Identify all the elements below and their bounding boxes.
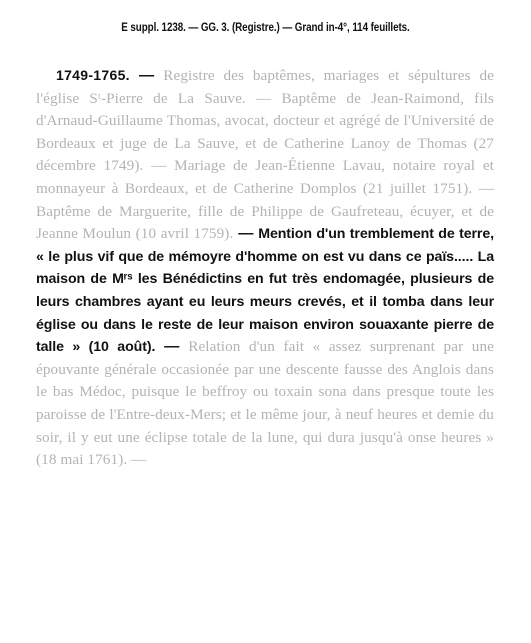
faded-intro-text: Registre des baptêmes, mariages et sépultures de l'église Sᵗ-Pierre de La Sauve. — Baptême de Jean-Raimond, fils d'Arnaud-Guillaume Thomas, avocat, docteur et agrégé de l'Université de Bordeaux et juge de La Sauve, et de Catherine Lanoy de Thomas (27 décembre 1749). — Mariage de Jean-Étienne Lavau, notaire royal et monnayeur à Bordeaux, et de Catherine Domplos (21 juillet 1751). — Baptême de Marguerite, fille de Philippe de Gaufreteau, écuyer, et de Jeanne Moulun (10 avril 1759). (36, 67, 494, 243)
entry-separator-dash: — (129, 67, 164, 84)
entry-separator-dash: — (233, 225, 259, 243)
faded-outro-text: Relation d'un fait « assez surprenant par une épouvante générale occasionée par une descente fausse des Anglois dans le bas Médoc, puisque le beffroy ou toxain sona dans presque toute les paroisse de l'Entre-deux-Mers; et le même jour, à neuf heures et demie du soir, il y eut une éclipse totale de la lune, qui dura jusqu'à onse heures » (18 mai 1761). — (36, 338, 494, 469)
register-entry-paragraph (36, 64, 494, 472)
entry-date-range: 1749-1765. (56, 67, 130, 83)
earthquake-mention-text: Mention d'un tremblement de terre, « le plus vif que de mémoyre d'homme on est vu dans ce païs..... La maison de Mʳˢ les Bénédictins en fut très endomagée, plusieurs de leurs chambres ayant eu leurs meurs crevés, et il tomba dans leur église ou dans le reste de leur maison environ souaxante pierre de talle » (10 août). (36, 226, 494, 356)
entry-separator-dash: — (155, 338, 189, 356)
archive-reference-header: E suppl. 1238. — GG. 3. (Registre.) — Grand in-4°, 114 feuillets. (121, 20, 410, 34)
